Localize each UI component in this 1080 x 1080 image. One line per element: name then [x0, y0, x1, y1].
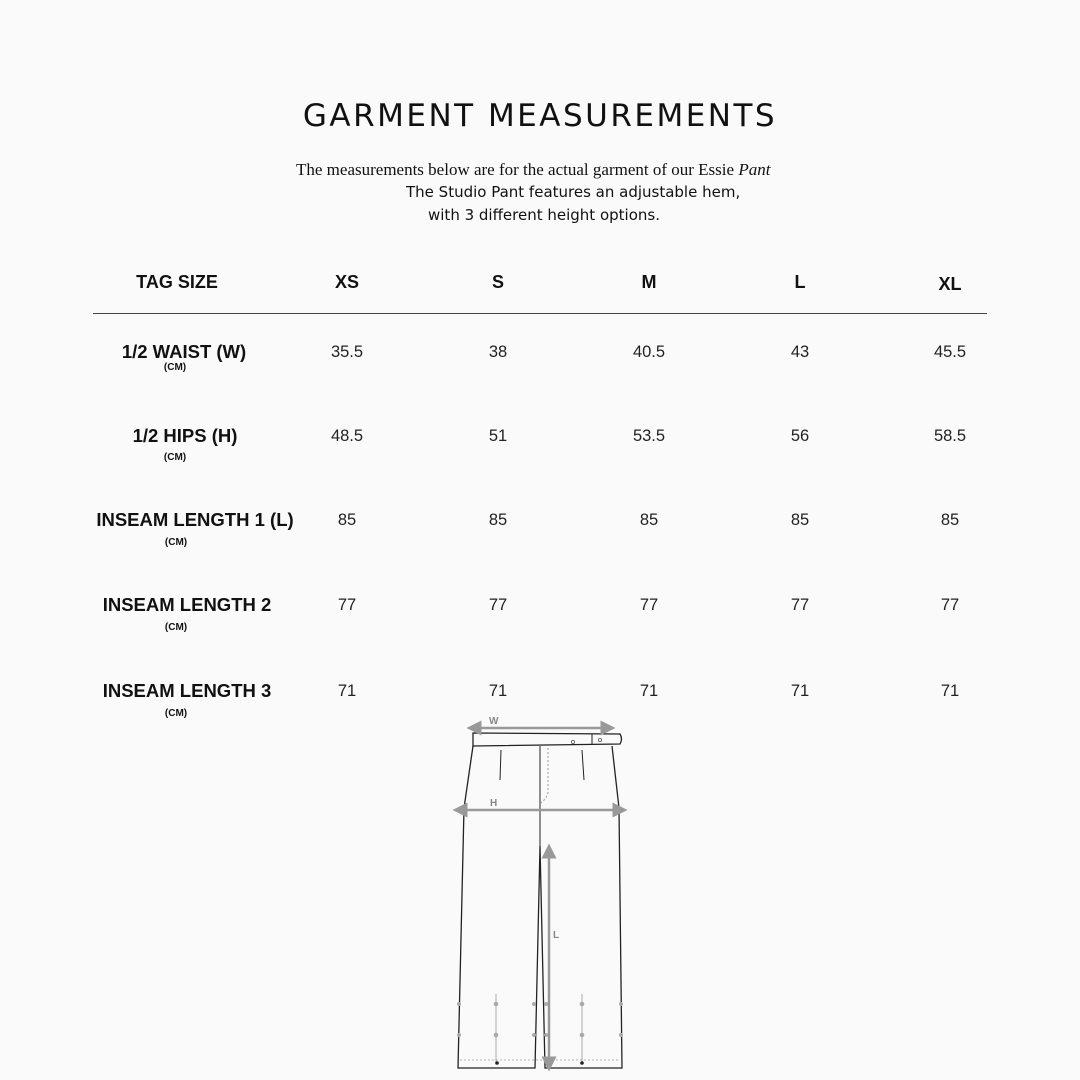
cell-s: 85 — [488, 511, 508, 529]
row-label: 1/2 HIPS (H) — [132, 425, 238, 446]
row-unit: (CM) — [163, 452, 187, 463]
cell-xs: 48.5 — [330, 427, 364, 445]
fly-stitch — [540, 748, 548, 803]
cell-m: 40.5 — [632, 343, 666, 361]
header-size-l: L — [794, 272, 806, 292]
cell-l: 77 — [790, 596, 810, 614]
cell-xl: 45.5 — [933, 343, 967, 361]
cell-xs: 71 — [337, 682, 357, 700]
cell-s: 77 — [488, 596, 508, 614]
page-title: GARMENT MEASUREMENTS — [302, 98, 778, 134]
cell-l: 43 — [790, 343, 810, 361]
header-tag-size: TAG SIZE — [136, 272, 218, 292]
row-unit: (CM) — [164, 708, 188, 719]
row-unit: (CM) — [164, 622, 188, 633]
cell-s: 71 — [488, 682, 508, 700]
row-label: 1/2 WAIST (W) — [121, 341, 247, 362]
cell-m: 53.5 — [632, 427, 666, 445]
intro-line-1 — [296, 160, 770, 180]
row-label: INSEAM LENGTH 2 — [102, 594, 272, 615]
header-size-xl: XL — [938, 274, 962, 294]
cell-xs: 35.5 — [330, 343, 364, 361]
cell-xl: 85 — [940, 511, 960, 529]
cell-m: 77 — [639, 596, 659, 614]
row-label: INSEAM LENGTH 1 (L) — [96, 509, 294, 530]
row-unit: (CM) — [163, 362, 187, 373]
header-size-m: M — [641, 272, 657, 292]
waist-marker: W — [489, 716, 499, 727]
cell-l: 85 — [790, 511, 810, 529]
cell-xl: 71 — [940, 682, 960, 700]
intro-line-2: The Studio Pant features an adjustable hem, — [406, 183, 741, 201]
pleat-line — [500, 750, 501, 780]
cell-m: 71 — [639, 682, 659, 700]
cell-xs: 77 — [337, 596, 357, 614]
pant-diagram — [440, 708, 640, 1080]
cell-s: 51 — [488, 427, 508, 445]
row-unit: (CM) — [164, 537, 188, 548]
cell-xl: 77 — [940, 596, 960, 614]
cell-l: 56 — [790, 427, 810, 445]
row-label: INSEAM LENGTH 3 — [102, 680, 272, 701]
header-divider — [93, 313, 987, 314]
cell-s: 38 — [488, 343, 508, 361]
intro-line-1-text: The measurements below are for the actual garment of our Essie — [296, 160, 739, 179]
hem-snaps — [457, 994, 623, 1064]
intro-line-3: with 3 different height options. — [428, 206, 660, 224]
waistband-outline — [473, 733, 622, 746]
cell-xl: 58.5 — [933, 427, 967, 445]
pleat-line — [582, 750, 584, 780]
length-marker: L — [553, 930, 560, 941]
intro-line-1-italic: Pant — [738, 160, 771, 179]
header-size-xs: XS — [334, 272, 360, 292]
cell-l: 71 — [790, 682, 810, 700]
cell-xs: 85 — [337, 511, 357, 529]
header-size-s: S — [491, 272, 505, 292]
hips-marker: H — [490, 798, 498, 809]
cell-m: 85 — [639, 511, 659, 529]
